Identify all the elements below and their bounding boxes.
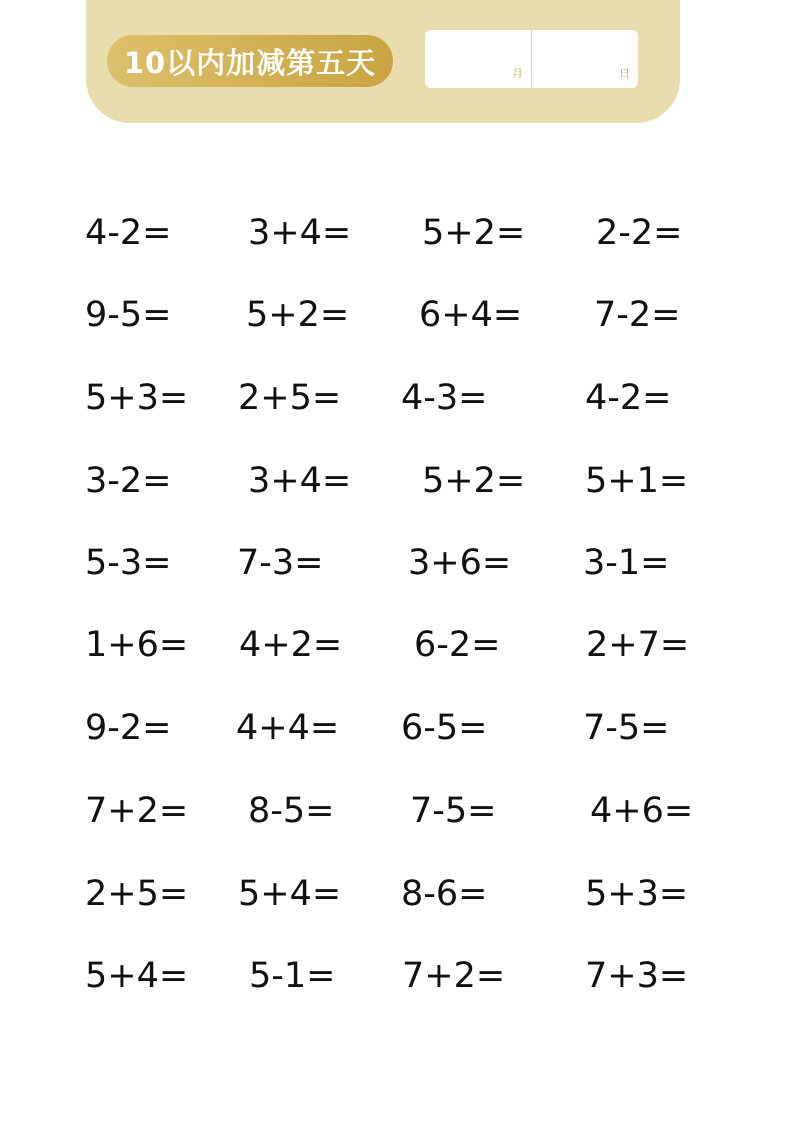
problem: 4-2= bbox=[85, 213, 172, 253]
problem: 3+4= bbox=[248, 461, 352, 501]
day-label: 日 bbox=[619, 67, 630, 80]
problem: 3-1= bbox=[583, 543, 670, 583]
problem: 5-1= bbox=[249, 956, 336, 996]
problem: 4-3= bbox=[401, 378, 488, 418]
problem: 8-6= bbox=[401, 874, 488, 914]
problem: 2-2= bbox=[596, 213, 683, 253]
problem: 3+4= bbox=[248, 213, 352, 253]
problem: 1+6= bbox=[85, 625, 189, 665]
problem: 7+3= bbox=[585, 956, 689, 996]
problem: 7-5= bbox=[410, 791, 497, 831]
problem: 7+2= bbox=[402, 956, 506, 996]
worksheet-title: 10以内加减第五天 bbox=[107, 35, 393, 87]
problem: 5+3= bbox=[85, 378, 189, 418]
problem: 9-5= bbox=[85, 295, 172, 335]
problem: 4+6= bbox=[590, 791, 694, 831]
problem: 7-3= bbox=[237, 543, 324, 583]
problem: 5+4= bbox=[238, 874, 342, 914]
problem: 2+7= bbox=[586, 625, 690, 665]
problem: 5+3= bbox=[585, 874, 689, 914]
problem: 5+2= bbox=[246, 295, 350, 335]
problem: 5+2= bbox=[422, 213, 526, 253]
problem: 3+6= bbox=[408, 543, 512, 583]
problem: 9-2= bbox=[85, 708, 172, 748]
problem: 3-2= bbox=[85, 461, 172, 501]
problem: 5+4= bbox=[85, 956, 189, 996]
problem: 7+2= bbox=[85, 791, 189, 831]
problem: 2+5= bbox=[238, 378, 342, 418]
problem: 4-2= bbox=[585, 378, 672, 418]
problem: 5+1= bbox=[585, 461, 689, 501]
month-label: 月 bbox=[512, 67, 523, 80]
problem: 4+4= bbox=[236, 708, 340, 748]
problem: 8-5= bbox=[248, 791, 335, 831]
problem: 6-5= bbox=[401, 708, 488, 748]
problem: 6+4= bbox=[419, 295, 523, 335]
problem: 7-5= bbox=[583, 708, 670, 748]
problem: 6-2= bbox=[414, 625, 501, 665]
problem: 4+2= bbox=[239, 625, 343, 665]
problem: 5+2= bbox=[422, 461, 526, 501]
problem: 7-2= bbox=[594, 295, 681, 335]
problem: 5-3= bbox=[85, 543, 172, 583]
problem: 2+5= bbox=[85, 874, 189, 914]
